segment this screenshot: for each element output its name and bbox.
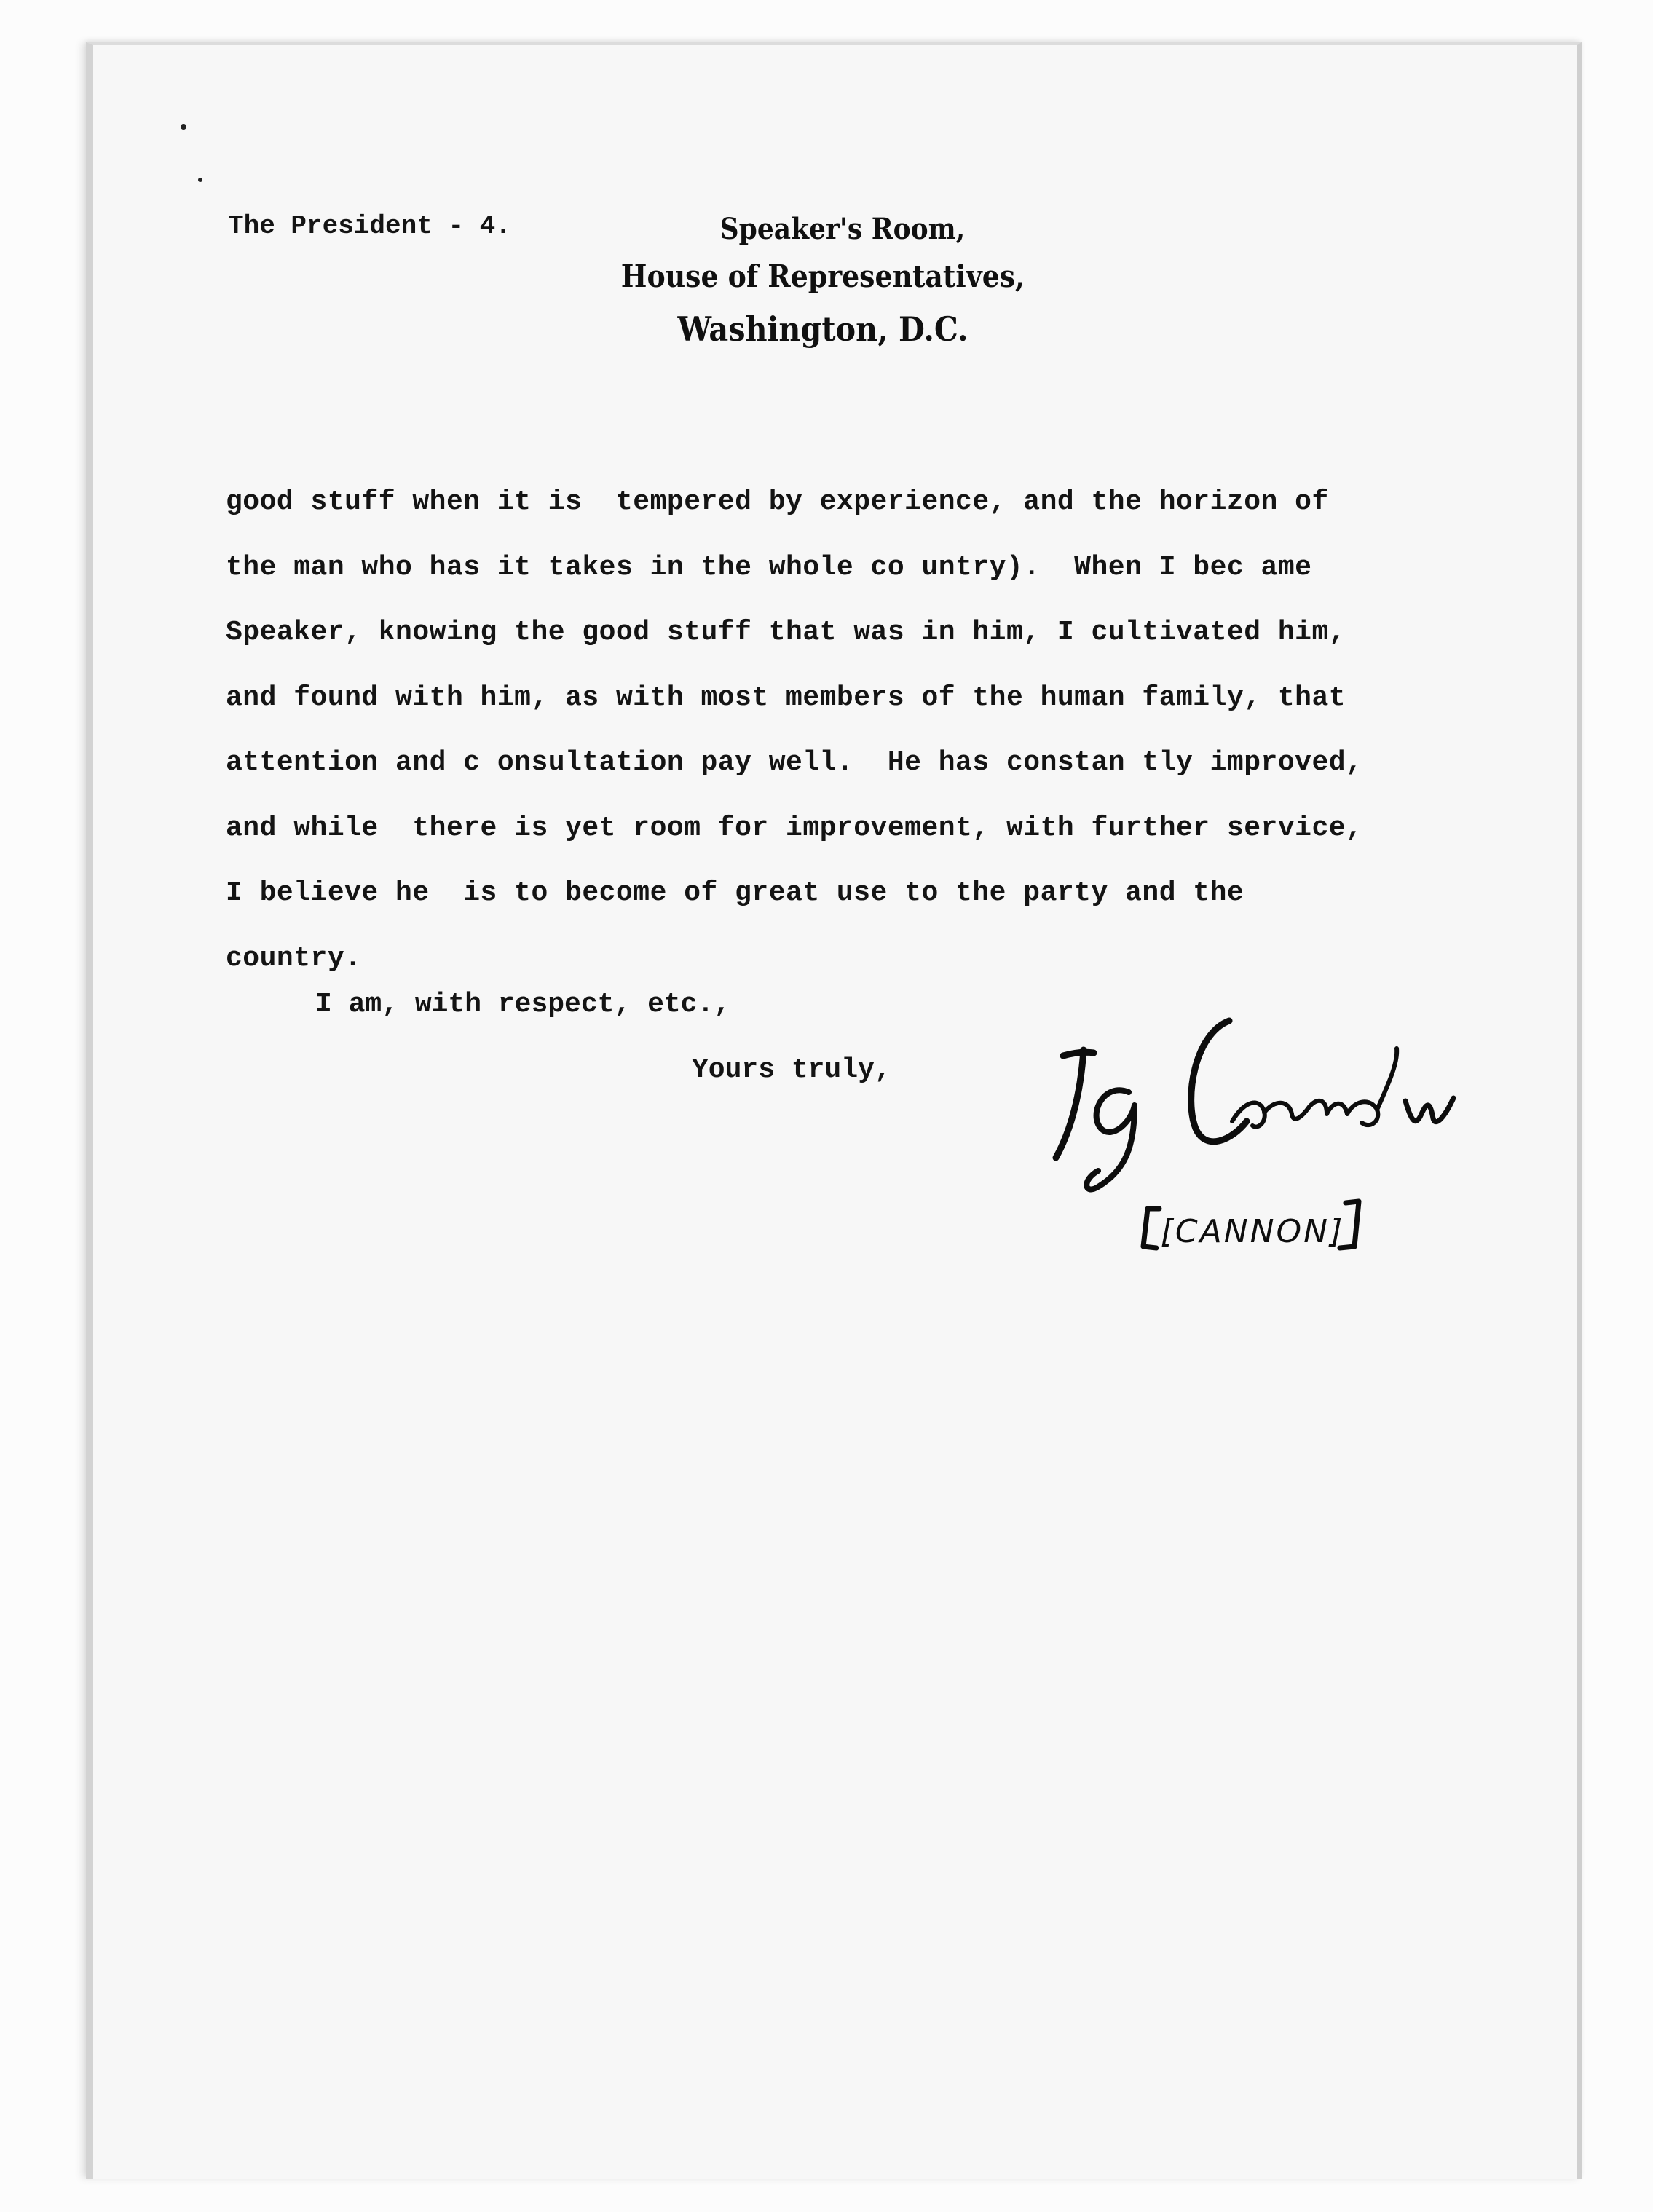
letterhead-line-2: House of Representatives, [620,258,1025,294]
body-line: good stuff when it is tempered by experience, and the horizon of [226,486,1329,518]
body-line: and found with him, as with most members of the human family, that [226,682,1346,714]
signature-bracket-note: [CANNON] [1160,1213,1345,1250]
body-line: Speaker, knowing the good stuff that was in him, I cultivated him, [226,617,1346,648]
signature-stroke [1191,1021,1247,1142]
signature-stroke [1405,1098,1453,1122]
handwritten-signature [1041,1005,1522,1260]
body-line: the man who has it takes in the whole co untry). When I bec ame [226,551,1312,583]
letter-body [226,470,1362,991]
letterhead-line-1: Speaker's Room, [719,212,966,246]
speck-mark [181,124,186,130]
page-reference: The President - 4. [228,211,511,241]
body-line: and while there is yet room for improvement, with further service, [226,812,1363,844]
salutation-line: Yours truly, [692,1054,891,1086]
speck-mark [198,178,202,182]
signature-stroke [1086,1090,1135,1189]
body-line: I believe he is to become of great use to the party and the [226,877,1244,909]
letterhead [587,208,1059,356]
body-line: country. [226,942,362,974]
closing-line: I am, with respect, etc., [315,989,731,1020]
signature-stroke [1056,1050,1094,1158]
letterhead-line-3: Washington, D.C. [677,309,968,349]
signature-stroke [1232,1048,1397,1127]
body-line: attention and c onsultation pay well. He has constan tly improved, [226,747,1363,778]
bracket-left [1143,1209,1159,1248]
